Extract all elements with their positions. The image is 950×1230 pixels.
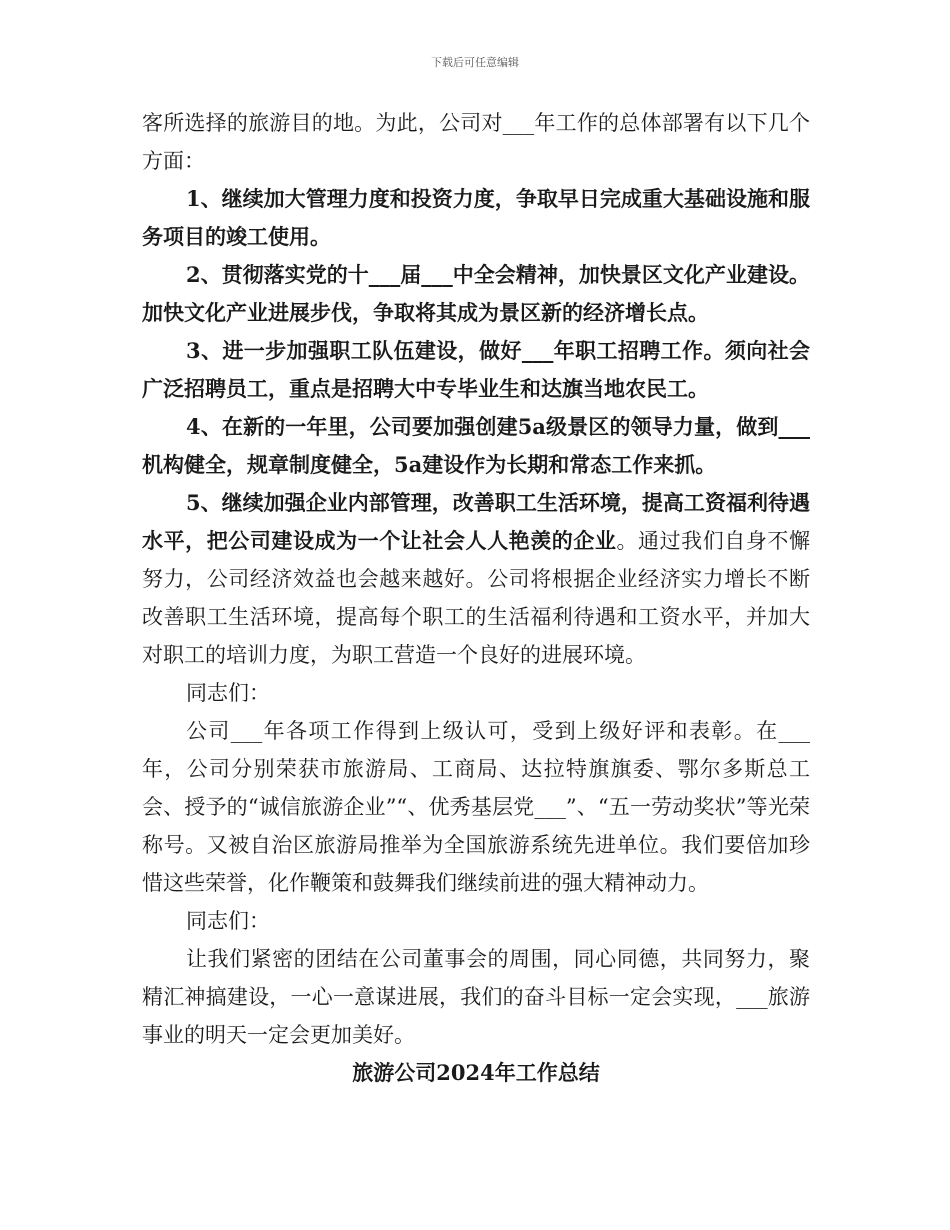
section-title: 旅游公司2024年工作总结 [352, 1060, 600, 1085]
paragraph-continuation: 客所选择的旅游目的地。为此，公司对___年工作的总体部署有以下几个方面： [142, 111, 810, 173]
salutation: 同志们： [186, 909, 270, 933]
paragraph-item-3: 3、进一步加强职工队伍建设，做好___年职工招聘工作。须向社会广泛招聘员工，重点是招聘大中专毕业生和达旗当地农民工。 [142, 338, 810, 401]
page-header-note: 下载后可任意编辑 [431, 56, 519, 69]
paragraph-honors: 公司___年各项工作得到上级认可，受到上级好评和表彰。在___年，公司分别荣获市旅游局、工商局、达拉特旗旗委、鄂尔多斯总工会、授予的“诚信旅游企业”“、优秀基层党___”、“五一劳动奖状”等光荣称号。又被自治区旅游局推举为全国旅游系统先进单位。我们要倍加珍惜这些荣誉，化作鞭策和鼓舞我们继续前进的强大精神动力。 [142, 719, 810, 895]
salutation: 同志们： [186, 681, 270, 705]
document-body [142, 104, 810, 1092]
paragraph-item-4: 4、在新的一年里，公司要加强创建5a级景区的领导力量，做到___机构健全，规章制度健全，5a建设作为长期和常态工作来抓。 [142, 414, 810, 477]
paragraph-item-1: 1、继续加大管理力度和投资力度，争取早日完成重大基础设施和服务项目的竣工使用。 [142, 186, 810, 249]
paragraph-closing: 让我们紧密的团结在公司董事会的周围，同心同德，共同努力，聚精汇神搞建设，一心一意谋进展，我们的奋斗目标一定会实现，___旅游事业的明天一定会更加美好。 [142, 947, 810, 1047]
paragraph-item-5-bold: 5、继续加强企业内部管理，改善职工生活环境，提高工资福利待遇水平，把公司建设成为一个让社会人人艳羡的企业 [142, 490, 810, 553]
paragraph-item-2: 2、贯彻落实党的十___届___中全会精神，加快景区文化产业建设。加快文化产业进展步伐，争取将其成为景区新的经济增长点。 [142, 262, 810, 325]
paragraph-item-5-rest: 。通过我们自身不懈努力，公司经济效益也会越来越好。公司将根据企业经济实力增长不断改善职工生活环境，提高每个职工的生活福利待遇和工资水平，并加大对职工的培训力度，为职工营造一个良好的进展环境。 [142, 529, 811, 667]
paragraph-item-5 [142, 484, 810, 674]
